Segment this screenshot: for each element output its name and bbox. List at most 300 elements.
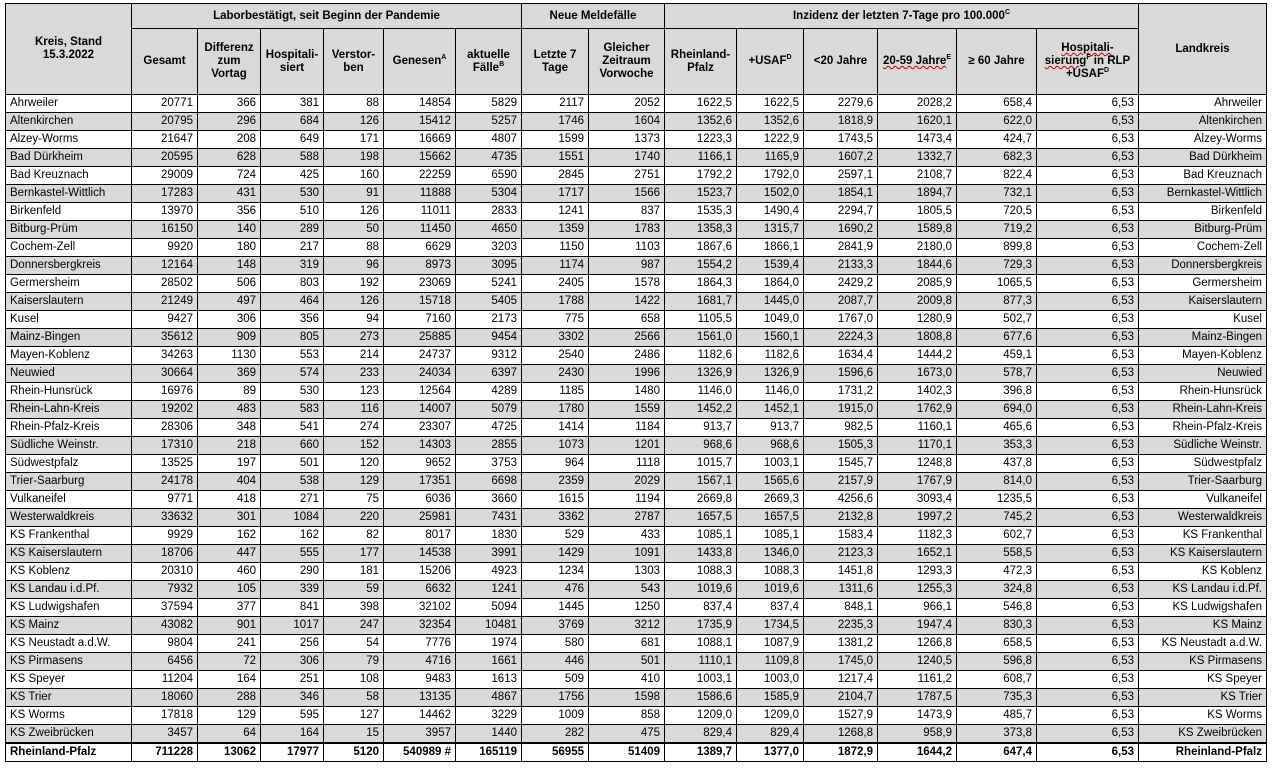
cell-kreis: KS Neustadt a.d.W. xyxy=(6,635,132,653)
cell-u60: 437,8 xyxy=(957,455,1037,473)
cell-gesamt: 21647 xyxy=(132,131,198,149)
cell-hospitalisierung: 6,53 xyxy=(1037,419,1139,437)
cell-genesen: 6632 xyxy=(384,581,456,599)
cell-differenz: 404 xyxy=(198,473,261,491)
cell-hospitalisiert: 217 xyxy=(261,239,324,257)
cell-hospitalisierung: 6,53 xyxy=(1037,545,1139,563)
header-differenz: Differenz zum Vortag xyxy=(198,29,261,95)
cell-hospitalisierung: 6,53 xyxy=(1037,257,1139,275)
cell-hospitalisierung: 6,53 xyxy=(1037,491,1139,509)
cell-letzte7: 1445 xyxy=(522,599,589,617)
cell-hospitalisiert: 17977 xyxy=(261,743,324,762)
cell-differenz: 105 xyxy=(198,581,261,599)
cell-letzte7: 1241 xyxy=(522,203,589,221)
cell-kreis: Trier-Saarburg xyxy=(6,473,132,491)
cell-aktuelle: 7431 xyxy=(456,509,522,527)
cell-differenz: 418 xyxy=(198,491,261,509)
cell-u60: 502,7 xyxy=(957,311,1037,329)
cell-usaf: 1146,0 xyxy=(737,383,804,401)
cell-letzte7: 509 xyxy=(522,671,589,689)
cell-aktuelle: 5829 xyxy=(456,95,522,113)
cell-kreis: Mainz-Bingen xyxy=(6,329,132,347)
cell-differenz: 724 xyxy=(198,167,261,185)
cell-differenz: 1130 xyxy=(198,347,261,365)
cell-j2059: 1280,9 xyxy=(878,311,957,329)
cell-letzte7: 1788 xyxy=(522,293,589,311)
cell-rlp: 1657,5 xyxy=(665,509,737,527)
cell-rlp: 1105,5 xyxy=(665,311,737,329)
cell-gleicher: 2486 xyxy=(589,347,665,365)
cell-kreis: KS Speyer xyxy=(6,671,132,689)
cell-gesamt: 43082 xyxy=(132,617,198,635)
cell-gleicher: 1566 xyxy=(589,185,665,203)
cell-verstorben: 398 xyxy=(324,599,384,617)
cell-rlp: 1554,2 xyxy=(665,257,737,275)
cell-kreis: KS Ludwigshafen xyxy=(6,599,132,617)
cell-u20: 2279,6 xyxy=(804,95,878,113)
cell-j2059: 1808,8 xyxy=(878,329,957,347)
table-row xyxy=(6,689,1267,707)
cell-u20: 2429,2 xyxy=(804,275,878,293)
cell-gesamt: 21249 xyxy=(132,293,198,311)
cell-letzte7: 476 xyxy=(522,581,589,599)
cell-usaf: 1088,3 xyxy=(737,563,804,581)
cell-genesen: 23069 xyxy=(384,275,456,293)
cell-differenz: 369 xyxy=(198,365,261,383)
cell-aktuelle: 6590 xyxy=(456,167,522,185)
cell-verstorben: 273 xyxy=(324,329,384,347)
cell-hospitalisiert: 803 xyxy=(261,275,324,293)
cell-u60: 694,0 xyxy=(957,401,1037,419)
cell-u60: 745,2 xyxy=(957,509,1037,527)
table-row xyxy=(6,293,1267,311)
covid-district-table xyxy=(5,3,1267,762)
cell-aktuelle: 5405 xyxy=(456,293,522,311)
cell-hospitalisiert: 1084 xyxy=(261,509,324,527)
cell-gleicher: 433 xyxy=(589,527,665,545)
cell-gleicher: 1184 xyxy=(589,419,665,437)
cell-j2059: 3093,4 xyxy=(878,491,957,509)
cell-kreis: Westerwaldkreis xyxy=(6,509,132,527)
cell-kreis: KS Worms xyxy=(6,707,132,725)
cell-verstorben: 123 xyxy=(324,383,384,401)
cell-u60: 732,1 xyxy=(957,185,1037,203)
cell-kreis: Neuwied xyxy=(6,365,132,383)
cell-rlp: 1223,3 xyxy=(665,131,737,149)
cell-usaf: 1326,9 xyxy=(737,365,804,383)
cell-genesen: 9483 xyxy=(384,671,456,689)
cell-aktuelle: 5257 xyxy=(456,113,522,131)
cell-u20: 1743,5 xyxy=(804,131,878,149)
cell-kreis: Donnersbergkreis xyxy=(6,257,132,275)
cell-gesamt: 30664 xyxy=(132,365,198,383)
cell-u20: 2133,3 xyxy=(804,257,878,275)
cell-j2059: 1444,2 xyxy=(878,347,957,365)
cell-hospitalisiert: 538 xyxy=(261,473,324,491)
cell-u60: 353,3 xyxy=(957,437,1037,455)
cell-landkreis: Kusel xyxy=(1139,311,1267,329)
cell-verstorben: 79 xyxy=(324,653,384,671)
cell-letzte7: 3362 xyxy=(522,509,589,527)
cell-j2059: 1652,1 xyxy=(878,545,957,563)
cell-letzte7: 446 xyxy=(522,653,589,671)
cell-u20: 2597,1 xyxy=(804,167,878,185)
cell-landkreis: KS Trier xyxy=(1139,689,1267,707)
cell-j2059: 1240,5 xyxy=(878,653,957,671)
header-group-inzidenz: Inzidenz der letzten 7-Tage pro $100.000^C$ xyxy=(665,4,1139,29)
cell-gleicher: 681 xyxy=(589,635,665,653)
cell-landkreis: Bad Kreuznach xyxy=(1139,167,1267,185)
table-row xyxy=(6,617,1267,635)
cell-gesamt: 28502 xyxy=(132,275,198,293)
cell-j2059: 1787,5 xyxy=(878,689,957,707)
cell-kreis: Altenkirchen xyxy=(6,113,132,131)
cell-kreis: KS Landau i.d.Pf. xyxy=(6,581,132,599)
cell-hospitalisierung: 6,53 xyxy=(1037,113,1139,131)
cell-verstorben: 126 xyxy=(324,293,384,311)
cell-letzte7: 1599 xyxy=(522,131,589,149)
cell-genesen: 23307 xyxy=(384,419,456,437)
cell-hospitalisierung: 6,53 xyxy=(1037,707,1139,725)
cell-gleicher: 1422 xyxy=(589,293,665,311)
cell-usaf: 837,4 xyxy=(737,599,804,617)
cell-verstorben: 214 xyxy=(324,347,384,365)
cell-gesamt: 17283 xyxy=(132,185,198,203)
cell-hospitalisierung: 6,53 xyxy=(1037,131,1139,149)
cell-kreis: Südwestpfalz xyxy=(6,455,132,473)
cell-rlp: 1535,3 xyxy=(665,203,737,221)
cell-verstorben: 91 xyxy=(324,185,384,203)
cell-differenz: 301 xyxy=(198,509,261,527)
cell-u60: 735,3 xyxy=(957,689,1037,707)
cell-hospitalisiert: 805 xyxy=(261,329,324,347)
cell-kreis: Kaiserslautern xyxy=(6,293,132,311)
cell-u20: 1596,6 xyxy=(804,365,878,383)
cell-hospitalisierung: 6,53 xyxy=(1037,689,1139,707)
cell-letzte7: 1414 xyxy=(522,419,589,437)
cell-gesamt: 17818 xyxy=(132,707,198,725)
header-u20: <20 Jahre xyxy=(804,29,878,95)
cell-differenz: 348 xyxy=(198,419,261,437)
header-hospitalisiert: Hospitali-siert xyxy=(261,29,324,95)
cell-u60: 596,8 xyxy=(957,653,1037,671)
cell-u60: 472,3 xyxy=(957,563,1037,581)
cell-u20: 848,1 xyxy=(804,599,878,617)
cell-gesamt: 17310 xyxy=(132,437,198,455)
cell-aktuelle: 3229 xyxy=(456,707,522,725)
cell-gesamt: 29009 xyxy=(132,167,198,185)
cell-landkreis: Trier-Saarburg xyxy=(1139,473,1267,491)
cell-gleicher: 1740 xyxy=(589,149,665,167)
cell-landkreis: Ahrweiler xyxy=(1139,95,1267,113)
cell-genesen: 4716 xyxy=(384,653,456,671)
cell-aktuelle: 1440 xyxy=(456,725,522,744)
cell-u20: 1634,4 xyxy=(804,347,878,365)
cell-differenz: 162 xyxy=(198,527,261,545)
cell-verstorben: 160 xyxy=(324,167,384,185)
cell-rlp: 1567,1 xyxy=(665,473,737,491)
table-row xyxy=(6,707,1267,725)
cell-rlp: 1146,0 xyxy=(665,383,737,401)
cell-gesamt: 20771 xyxy=(132,95,198,113)
cell-j2059: 1332,7 xyxy=(878,149,957,167)
cell-letzte7: 529 xyxy=(522,527,589,545)
cell-aktuelle: 5304 xyxy=(456,185,522,203)
table-row xyxy=(6,275,1267,293)
cell-gleicher: 2787 xyxy=(589,509,665,527)
cell-u20: 2132,8 xyxy=(804,509,878,527)
cell-rlp: 837,4 xyxy=(665,599,737,617)
cell-genesen: 14854 xyxy=(384,95,456,113)
table-row xyxy=(6,221,1267,239)
cell-landkreis: Germersheim xyxy=(1139,275,1267,293)
cell-landkreis: KS Landau i.d.Pf. xyxy=(1139,581,1267,599)
cell-verstorben: 108 xyxy=(324,671,384,689)
cell-genesen: 8973 xyxy=(384,257,456,275)
cell-j2059: 1473,9 xyxy=(878,707,957,725)
cell-landkreis: KS Kaiserslautern xyxy=(1139,545,1267,563)
cell-hospitalisiert: 356 xyxy=(261,311,324,329)
cell-verstorben: 94 xyxy=(324,311,384,329)
cell-gleicher: 1103 xyxy=(589,239,665,257)
cell-hospitalisiert: 660 xyxy=(261,437,324,455)
table-row xyxy=(6,725,1267,744)
cell-gleicher: 1598 xyxy=(589,689,665,707)
cell-rlp: 1015,7 xyxy=(665,455,737,473)
cell-j2059: 1402,3 xyxy=(878,383,957,401)
cell-letzte7: 964 xyxy=(522,455,589,473)
cell-kreis: KS Zweibrücken xyxy=(6,725,132,744)
cell-hospitalisiert: 530 xyxy=(261,185,324,203)
cell-u20: 1545,7 xyxy=(804,455,878,473)
cell-u60: 682,3 xyxy=(957,149,1037,167)
cell-verstorben: 5120 xyxy=(324,743,384,762)
cell-usaf: 1502,0 xyxy=(737,185,804,203)
cell-u60: 677,6 xyxy=(957,329,1037,347)
table-row xyxy=(6,383,1267,401)
cell-hospitalisierung: 6,53 xyxy=(1037,743,1139,762)
cell-usaf: 1657,5 xyxy=(737,509,804,527)
cell-usaf: 1346,0 xyxy=(737,545,804,563)
cell-u60: 1065,5 xyxy=(957,275,1037,293)
cell-aktuelle: 5241 xyxy=(456,275,522,293)
cell-differenz: 366 xyxy=(198,95,261,113)
cell-aktuelle: 3095 xyxy=(456,257,522,275)
cell-verstorben: 58 xyxy=(324,689,384,707)
cell-kreis: Germersheim xyxy=(6,275,132,293)
cell-genesen: 22259 xyxy=(384,167,456,185)
cell-hospitalisiert: 290 xyxy=(261,563,324,581)
cell-genesen: 15662 xyxy=(384,149,456,167)
cell-usaf: 1734,5 xyxy=(737,617,804,635)
table-row xyxy=(6,149,1267,167)
cell-differenz: 431 xyxy=(198,185,261,203)
cell-usaf: 1182,6 xyxy=(737,347,804,365)
cell-gesamt: 9804 xyxy=(132,635,198,653)
table-row xyxy=(6,563,1267,581)
cell-letzte7: 1746 xyxy=(522,113,589,131)
cell-letzte7: 1359 xyxy=(522,221,589,239)
cell-hospitalisiert: 306 xyxy=(261,653,324,671)
cell-hospitalisiert: 583 xyxy=(261,401,324,419)
cell-gesamt: 11204 xyxy=(132,671,198,689)
table-row xyxy=(6,437,1267,455)
cell-aktuelle: 2173 xyxy=(456,311,522,329)
cell-hospitalisiert: 1017 xyxy=(261,617,324,635)
cell-landkreis: Alzey-Worms xyxy=(1139,131,1267,149)
cell-letzte7: 2405 xyxy=(522,275,589,293)
cell-hospitalisiert: 346 xyxy=(261,689,324,707)
cell-landkreis: KS Worms xyxy=(1139,707,1267,725)
cell-hospitalisierung: 6,53 xyxy=(1037,149,1139,167)
cell-hospitalisierung: 6,53 xyxy=(1037,725,1139,744)
cell-letzte7: 2430 xyxy=(522,365,589,383)
cell-verstorben: 181 xyxy=(324,563,384,581)
cell-differenz: 13062 xyxy=(198,743,261,762)
cell-usaf: 1315,7 xyxy=(737,221,804,239)
cell-u20: 1268,8 xyxy=(804,725,878,744)
cell-u60: 424,7 xyxy=(957,131,1037,149)
cell-rlp: 1003,1 xyxy=(665,671,737,689)
cell-usaf: 1445,0 xyxy=(737,293,804,311)
cell-hospitalisierung: 6,53 xyxy=(1037,365,1139,383)
cell-j2059: 1161,2 xyxy=(878,671,957,689)
cell-kreis: Alzey-Worms xyxy=(6,131,132,149)
table-row xyxy=(6,95,1267,113)
cell-aktuelle: 9312 xyxy=(456,347,522,365)
cell-gesamt: 16150 xyxy=(132,221,198,239)
cell-gesamt: 9929 xyxy=(132,527,198,545)
cell-verstorben: 88 xyxy=(324,95,384,113)
cell-letzte7: 1234 xyxy=(522,563,589,581)
cell-u20: 1767,0 xyxy=(804,311,878,329)
cell-differenz: 506 xyxy=(198,275,261,293)
table-row xyxy=(6,527,1267,545)
cell-hospitalisierung: 6,53 xyxy=(1037,167,1139,185)
cell-usaf: 2669,3 xyxy=(737,491,804,509)
cell-gesamt: 20795 xyxy=(132,113,198,131)
table-row xyxy=(6,419,1267,437)
cell-gesamt: 9427 xyxy=(132,311,198,329)
cell-landkreis: Südwestpfalz xyxy=(1139,455,1267,473)
cell-hospitalisierung: 6,53 xyxy=(1037,599,1139,617)
cell-u20: 2294,7 xyxy=(804,203,878,221)
cell-verstorben: 75 xyxy=(324,491,384,509)
table-row xyxy=(6,347,1267,365)
cell-usaf: 1352,6 xyxy=(737,113,804,131)
cell-kreis: KS Koblenz xyxy=(6,563,132,581)
table-row xyxy=(6,491,1267,509)
cell-gleicher: 1118 xyxy=(589,455,665,473)
cell-aktuelle: 5094 xyxy=(456,599,522,617)
cell-differenz: 129 xyxy=(198,707,261,725)
cell-j2059: 1473,4 xyxy=(878,131,957,149)
cell-hospitalisierung: 6,53 xyxy=(1037,653,1139,671)
table-row xyxy=(6,635,1267,653)
table-row xyxy=(6,257,1267,275)
cell-kreis: Rheinland-Pfalz xyxy=(6,743,132,762)
cell-landkreis: KS Ludwigshafen xyxy=(1139,599,1267,617)
cell-aktuelle: 6397 xyxy=(456,365,522,383)
cell-u60: 719,2 xyxy=(957,221,1037,239)
table-row xyxy=(6,167,1267,185)
cell-j2059: 2085,9 xyxy=(878,275,957,293)
cell-u20: 1872,9 xyxy=(804,743,878,762)
cell-u60: 578,7 xyxy=(957,365,1037,383)
cell-landkreis: KS Mainz xyxy=(1139,617,1267,635)
cell-j2059: 1644,2 xyxy=(878,743,957,762)
cell-u20: 2087,7 xyxy=(804,293,878,311)
cell-hospitalisiert: 381 xyxy=(261,95,324,113)
table-row xyxy=(6,671,1267,689)
cell-hospitalisierung: 6,53 xyxy=(1037,437,1139,455)
cell-hospitalisiert: 595 xyxy=(261,707,324,725)
cell-genesen: 24737 xyxy=(384,347,456,365)
cell-hospitalisierung: 6,53 xyxy=(1037,527,1139,545)
cell-kreis: Ahrweiler xyxy=(6,95,132,113)
table-row xyxy=(6,401,1267,419)
cell-u20: 1818,9 xyxy=(804,113,878,131)
cell-gesamt: 37594 xyxy=(132,599,198,617)
cell-landkreis: Neuwied xyxy=(1139,365,1267,383)
cell-j2059: 1762,9 xyxy=(878,401,957,419)
cell-rlp: 1389,7 xyxy=(665,743,737,762)
header-u60: ≥ 60 Jahre xyxy=(957,29,1037,95)
cell-letzte7: 56955 xyxy=(522,743,589,762)
cell-kreis: KS Pirmasens xyxy=(6,653,132,671)
cell-usaf: 1377,0 xyxy=(737,743,804,762)
cell-gleicher: 3212 xyxy=(589,617,665,635)
cell-gesamt: 9920 xyxy=(132,239,198,257)
cell-rlp: 1209,0 xyxy=(665,707,737,725)
cell-usaf: 1864,0 xyxy=(737,275,804,293)
cell-aktuelle: 3991 xyxy=(456,545,522,563)
cell-hospitalisiert: 510 xyxy=(261,203,324,221)
cell-usaf: 1209,0 xyxy=(737,707,804,725)
cell-usaf: 1165,9 xyxy=(737,149,804,167)
cell-landkreis: Rhein-Hunsrück xyxy=(1139,383,1267,401)
cell-usaf: 1585,9 xyxy=(737,689,804,707)
cell-verstorben: 127 xyxy=(324,707,384,725)
cell-differenz: 296 xyxy=(198,113,261,131)
cell-letzte7: 2845 xyxy=(522,167,589,185)
cell-gesamt: 711228 xyxy=(132,743,198,762)
cell-differenz: 377 xyxy=(198,599,261,617)
cell-genesen: 14007 xyxy=(384,401,456,419)
cell-hospitalisierung: 6,53 xyxy=(1037,185,1139,203)
cell-aktuelle: 4725 xyxy=(456,419,522,437)
cell-verstorben: 126 xyxy=(324,203,384,221)
table-row xyxy=(6,185,1267,203)
cell-landkreis: KS Frankenthal xyxy=(1139,527,1267,545)
cell-u20: 1854,1 xyxy=(804,185,878,203)
cell-rlp: 1433,8 xyxy=(665,545,737,563)
cell-u20: 1381,2 xyxy=(804,635,878,653)
cell-landkreis: Birkenfeld xyxy=(1139,203,1267,221)
cell-letzte7: 1150 xyxy=(522,239,589,257)
cell-gleicher: 1250 xyxy=(589,599,665,617)
cell-aktuelle: 1613 xyxy=(456,671,522,689)
cell-usaf: 1087,9 xyxy=(737,635,804,653)
header-letzte7: Letzte 7 Tage xyxy=(522,29,589,95)
cell-kreis: Bad Kreuznach xyxy=(6,167,132,185)
cell-genesen: 32354 xyxy=(384,617,456,635)
cell-gesamt: 18060 xyxy=(132,689,198,707)
table-body xyxy=(6,95,1267,762)
cell-kreis: KS Frankenthal xyxy=(6,527,132,545)
cell-u20: 2224,3 xyxy=(804,329,878,347)
cell-kreis: Rhein-Pfalz-Kreis xyxy=(6,419,132,437)
